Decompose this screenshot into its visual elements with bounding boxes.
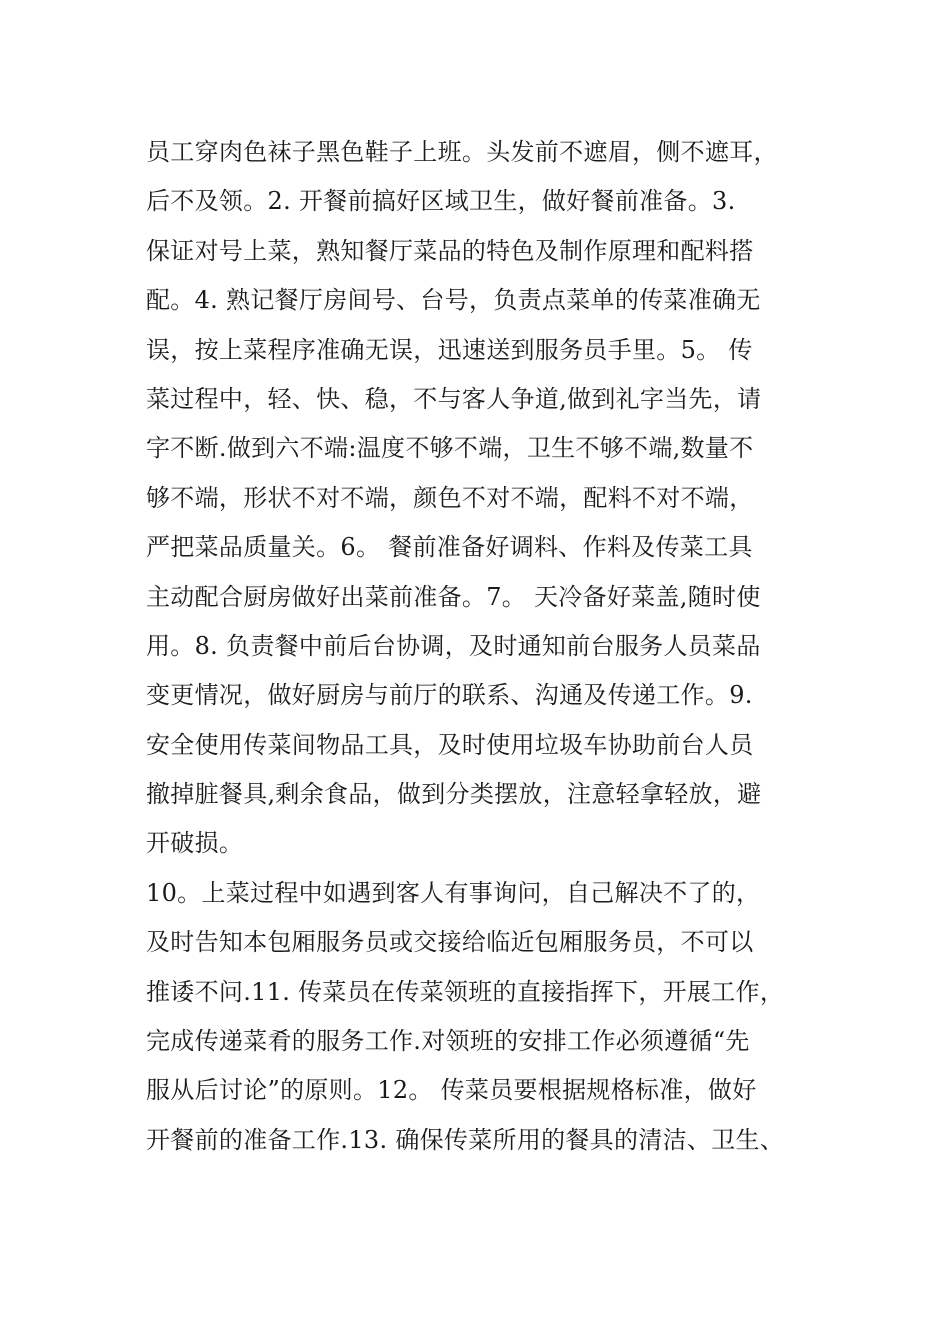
text-line: 用。8. 负责餐中前后台协调，及时通知前台服务人员菜品 bbox=[146, 631, 761, 660]
text-line: 字不断.做到六不端:温度不够不端，卫生不够不端,数量不 bbox=[146, 434, 754, 463]
text-line: 员工穿肉色袜子黑色鞋子上班。头发前不遮眉，侧不遮耳， bbox=[146, 138, 778, 166]
text-line: 服从后讨论”的原则。12。 传菜员要根据规格标准，做好 bbox=[146, 1076, 757, 1105]
text-line: 后不及领。2. 开餐前搞好区域卫生，做好餐前准备。3. bbox=[146, 187, 736, 216]
text-line: 完成传递菜肴的服务工作.对领班的安排工作必须遵循“先 bbox=[146, 1027, 750, 1056]
text-line: 严把菜品质量关。6。 餐前准备好调料、作料及传菜工具 bbox=[146, 533, 753, 562]
text-line: 菜过程中，轻、快、稳，不与客人争道,做到礼字当先，请 bbox=[146, 384, 762, 413]
text-line: 变更情况，做好厨房与前厅的联系、沟通及传递工作。9. bbox=[146, 681, 753, 710]
text-line: 够不端，形状不对不端，颜色不对不端，配料不对不端， bbox=[146, 483, 754, 512]
text-line: 撤掉脏餐具,剩余食品，做到分类摆放，注意轻拿轻放，避 bbox=[146, 780, 762, 809]
text-line: 配。4. 熟记餐厅房间号、台号，负责点菜单的传菜准确无 bbox=[146, 286, 761, 315]
body-text bbox=[146, 128, 846, 1165]
text-line: 安全使用传菜间物品工具，及时使用垃圾车协助前台人员 bbox=[146, 730, 754, 759]
text-line: 开破损。 bbox=[146, 829, 244, 858]
text-line: 10。上菜过程中如遇到客人有事询问，自己解决不了的， bbox=[146, 878, 761, 907]
text-line: 及时告知本包厢服务员或交接给临近包厢服务员，不可以 bbox=[146, 928, 754, 957]
text-line: 开餐前的准备工作.13. 确保传菜所用的餐具的清洁、卫生、 bbox=[146, 1125, 785, 1154]
text-line: 推诿不问.11. 传菜员在传菜领班的直接指挥下，开展工作， bbox=[146, 977, 785, 1006]
text-line: 误，按上菜程序准确无误，迅速送到服务员手里。5。 传 bbox=[146, 335, 753, 364]
text-line: 主动配合厨房做好出菜前准备。7。 天冷备好菜盖,随时使 bbox=[146, 582, 761, 611]
text-line: 保证对号上菜，熟知餐厅菜品的特色及制作原理和配料搭 bbox=[146, 236, 754, 265]
